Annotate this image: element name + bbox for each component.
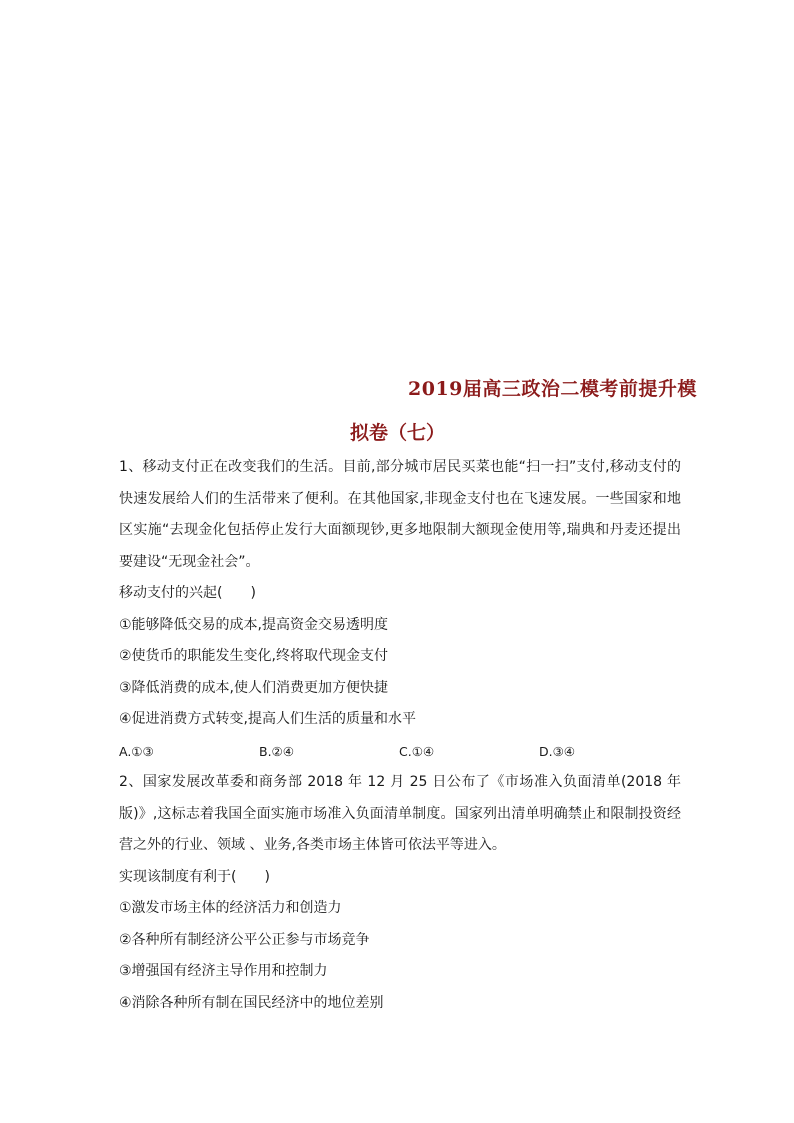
option-d: D.③④	[539, 743, 576, 759]
question-1-item-2: ②使货币的职能发生变化,终将取代现金支付	[119, 648, 388, 664]
question-2-stem: 2、国家发展改革委和商务部 2018 年 12 月 25 日公布了《市场准入负面清单(2018 年版)》,这标志着我国全面实施市场准入负面清单制度。国家列出清单明确禁止和限制投资经营之外的行业、领域 、业务,各类市场主体皆可依法平等进入。	[119, 774, 681, 853]
question-1-item-3: ③降低消费的成本,使人们消费更加方便快捷	[119, 679, 388, 696]
option-a: A.①③	[119, 743, 154, 759]
question-2-item-1: ①激发市场主体的经济活力和创造力	[119, 900, 342, 916]
question-1	[119, 452, 681, 767]
question-1-item-4: ④促进消费方式转变,提高人们生活的质量和水平	[119, 711, 416, 727]
option-c: C.①④	[399, 743, 435, 759]
document-title-line-1: 2019届高三政治二模考前提升模	[408, 378, 697, 400]
question-1-item-1: ①能够降低交易的成本,提高资金交易透明度	[119, 616, 388, 633]
question-1-stem: 1、移动支付正在改变我们的生活。目前,部分城市居民买菜也能“扫一扫”支付,移动支付的快速发展给人们的生活带来了便利。在其他国家,非现金支付也在飞速发展。一些国家和地区实施“去现金化包括停止发行大面额现钞,更多地限制大额现金使用等,瑞典和丹麦还提出要建设“无现金社会”。	[119, 459, 681, 570]
question-1-prompt: 移动支付的兴起( )	[119, 585, 256, 601]
question-2-item-4: ④消除各种所有制在国民经济中的地位差别	[119, 994, 384, 1011]
question-1-options	[119, 736, 681, 768]
question-2-prompt: 实现该制度有利于( )	[119, 868, 270, 885]
document-title-line-2: 拟卷（七）	[350, 422, 446, 444]
question-2	[119, 767, 681, 1019]
question-2-item-3: ③增强国有经济主导作用和控制力	[119, 963, 328, 979]
question-2-item-2: ②各种所有制经济公平公正参与市场竞争	[119, 931, 370, 948]
option-b: B.②④	[259, 743, 294, 759]
document-body	[119, 452, 681, 1019]
